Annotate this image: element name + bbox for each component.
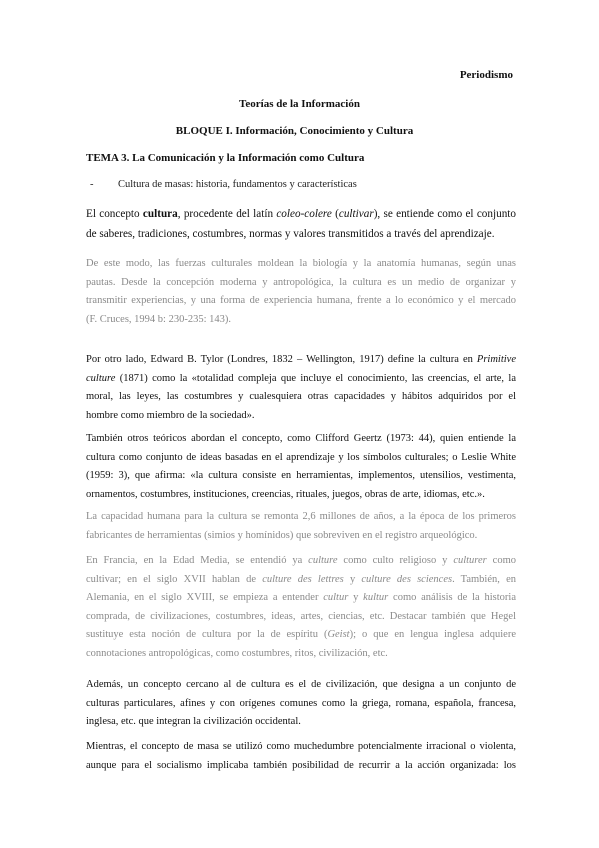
p5-line-1: La capacidad humana para la cultura se remonta 2,6 millones de años, a la época de los primeros (86, 511, 516, 522)
p4-line-3: (1959: 3), que afirma: «la cultura consiste en herramientas, implementos, utensilios, vestimenta, (86, 470, 516, 482)
bullet-text: Cultura de masas: historia, fundamentos y características (118, 179, 357, 190)
paragraph-3 (86, 351, 516, 425)
p6-line-6: connotaciones antropológicas, como costumbres, ritos, civilización, etc. (86, 647, 388, 659)
p7-line-3: inglesa, etc. que integran la civilización occidental. (86, 716, 301, 728)
p8-line-2: aunque para el socialismo implicaba también posibilidad de recurrir a la acción organizada: los (86, 759, 516, 771)
paragraph-7 (86, 676, 516, 732)
p7-line-1: Además, un concepto cercano al de cultura es el de civilización, que designa a un conjunto de (86, 679, 516, 690)
bullet-item (90, 179, 357, 190)
p6-line-2: cultivar; en el siglo XVII hablan de culture des lettres y culture des sciences. También, en (86, 573, 516, 585)
bullet-dash: - (90, 179, 94, 190)
p6-line-5: sustituye esta noción de cultura por la de espíritu (Geist); o que en lengua inglesa adquiere (86, 629, 516, 641)
p3-line-2: culture (1871) como la «totalidad compleja que incluye el conocimiento, las creencias, el arte, la (86, 372, 516, 384)
p2-line-2: pautas. Desde la concepción moderna y antropológica, la cultura es un medio de organizar y (86, 276, 516, 288)
course-title: Teorías de la Información (239, 98, 360, 110)
paragraph-2 (86, 255, 516, 329)
p2-line-3: transmitir experiencias, y una forma de experiencia humana, frente a lo económico y el mercado (86, 295, 516, 307)
p1-line-2: de saberes, tradiciones, costumbres, normas y valores transmitidos a través del aprendizaje. (86, 228, 495, 240)
p8-line-1: Mientras, el concepto de masa se utilizó como muchedumbre potencialmente irracional o violenta, (86, 741, 516, 752)
subject-header: Periodismo (459, 69, 513, 81)
p2-line-1: De este modo, las fuerzas culturales moldean la biología y la anatomía humanas, según unas (86, 258, 516, 269)
p6-line-3: Alemania, en el siglo XVIII, se empieza a entender cultur y kultur como análisis de la historia (86, 592, 516, 604)
p4-line-4: ornamentos, costumbres, instituciones, creencias, rituales, juegos, obras de arte, idiomas, etc.». (86, 488, 485, 500)
paragraph-1 (86, 204, 516, 244)
paragraph-4 (86, 430, 516, 504)
p4-line-2: cultura como conjunto de ideas basadas en el aprendizaje y los símbolos culturales; o Leslie White (86, 451, 516, 463)
topic-title: TEMA 3. La Comunicación y la Información como Cultura (86, 152, 365, 164)
paragraph-8 (86, 738, 516, 775)
p3-line-1: Por otro lado, Edward B. Tylor (Londres, 1832 – Wellington, 1917) define la cultura en Primitive (86, 354, 516, 365)
p7-line-2: culturas particulares, afines y con orígenes comunes como la griega, romana, española, francesa, (86, 697, 516, 709)
p6-line-4: comprada, de civilizaciones, costumbres, ideas, artes, ciencias, etc. Destacar también que Hegel (86, 610, 516, 622)
p3-line-4: hombre como miembro de la sociedad». (86, 409, 255, 421)
p5-line-2: fabricantes de herramientas (simios y homínidos) que sobreviven en el registro arqueológico. (86, 529, 478, 541)
block-title: BLOQUE I. Información, Conocimiento y Cultura (175, 125, 414, 137)
p4-line-1: También otros teóricos abordan el concepto, como Clifford Geertz (1973: 44), quien entiende la (86, 433, 516, 444)
p3-line-3: moral, las leyes, las costumbres y cualesquiera otras capacidades y hábitos adquiridos por el (86, 391, 516, 403)
p6-line-1: En Francia, en la Edad Media, se entendió ya culture como culto religioso y culturer como (86, 555, 516, 566)
p2-line-4: (F. Cruces, 1994 b: 230-235: 143). (86, 313, 231, 325)
p1-line-1: El concepto cultura, procedente del latín coleo-colere (cultivar), se entiende como el conjunto (86, 208, 516, 220)
paragraph-6 (86, 552, 516, 664)
paragraph-5 (86, 508, 516, 545)
